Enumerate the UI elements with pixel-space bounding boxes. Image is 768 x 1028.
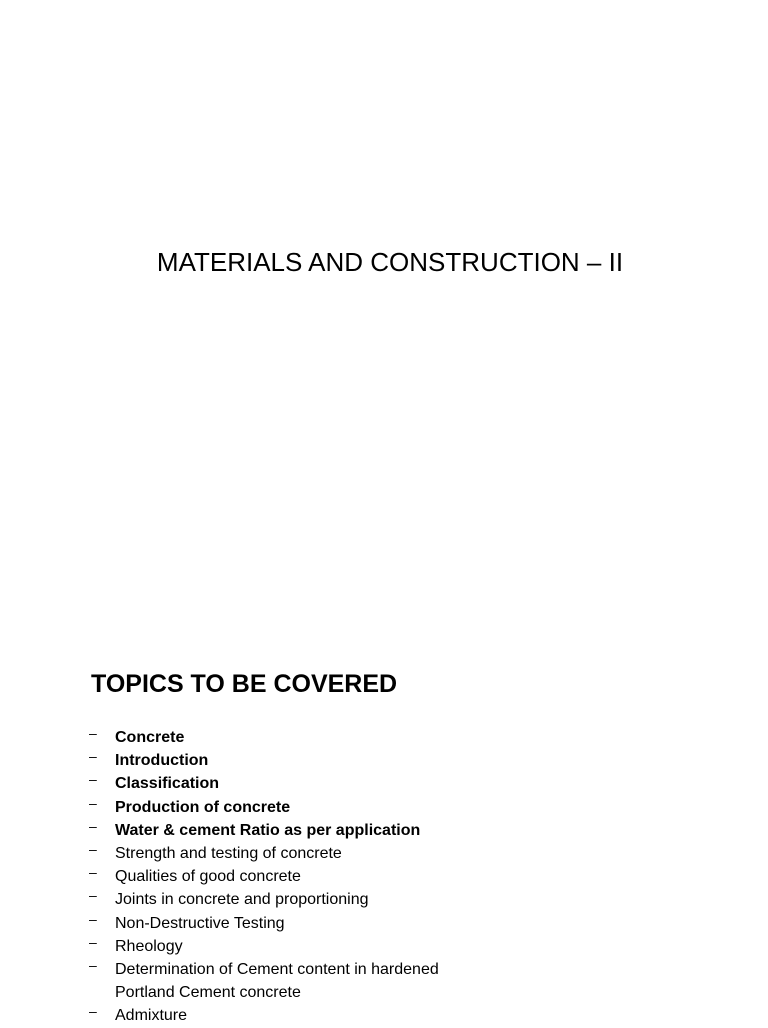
topic-text: Rheology <box>115 937 183 955</box>
dash-bullet-icon: – <box>89 957 97 974</box>
topic-text: Qualities of good concrete <box>115 868 301 886</box>
topic-item <box>89 1004 689 1027</box>
topic-item <box>89 888 689 911</box>
topics-list <box>89 726 689 1028</box>
dash-bullet-icon: – <box>89 748 97 765</box>
topic-text: Water & cement Ratio as per application <box>115 821 421 839</box>
topic-item <box>89 935 689 958</box>
dash-bullet-icon: – <box>89 817 97 834</box>
topic-item <box>89 749 689 772</box>
topic-text: Classification <box>115 775 220 793</box>
topic-text: Production of concrete <box>115 798 291 816</box>
topic-item <box>89 796 689 819</box>
topic-text: Determination of Cement content in hardened Portland Cement concrete <box>115 961 439 1002</box>
dash-bullet-icon: – <box>89 933 97 950</box>
dash-bullet-icon: – <box>89 887 97 904</box>
topic-item <box>89 958 495 1004</box>
dash-bullet-icon: – <box>89 841 97 858</box>
topic-text: Admixture <box>115 1007 188 1025</box>
topic-item <box>89 819 689 842</box>
dash-bullet-icon: – <box>89 771 97 788</box>
dash-bullet-icon: – <box>89 910 97 927</box>
topic-text: Concrete <box>115 729 185 746</box>
slide-title: MATERIALS AND CONSTRUCTION – II <box>156 247 624 277</box>
topic-text: Joints in concrete and proportioning <box>115 891 369 909</box>
topic-text: Strength and testing of concrete <box>115 845 342 863</box>
topic-item <box>89 772 689 795</box>
topic-item <box>89 865 689 888</box>
dash-bullet-icon: – <box>89 864 97 881</box>
dash-bullet-icon: – <box>89 1003 97 1020</box>
topic-text: Non-Destructive Testing <box>115 914 285 932</box>
dash-bullet-icon: – <box>89 725 97 741</box>
topic-item <box>89 726 689 749</box>
topic-text: Introduction <box>115 752 209 770</box>
topics-heading: TOPICS TO BE COVERED <box>91 670 398 698</box>
dash-bullet-icon: – <box>89 794 97 811</box>
topic-item <box>89 842 689 865</box>
topic-item <box>89 912 689 935</box>
